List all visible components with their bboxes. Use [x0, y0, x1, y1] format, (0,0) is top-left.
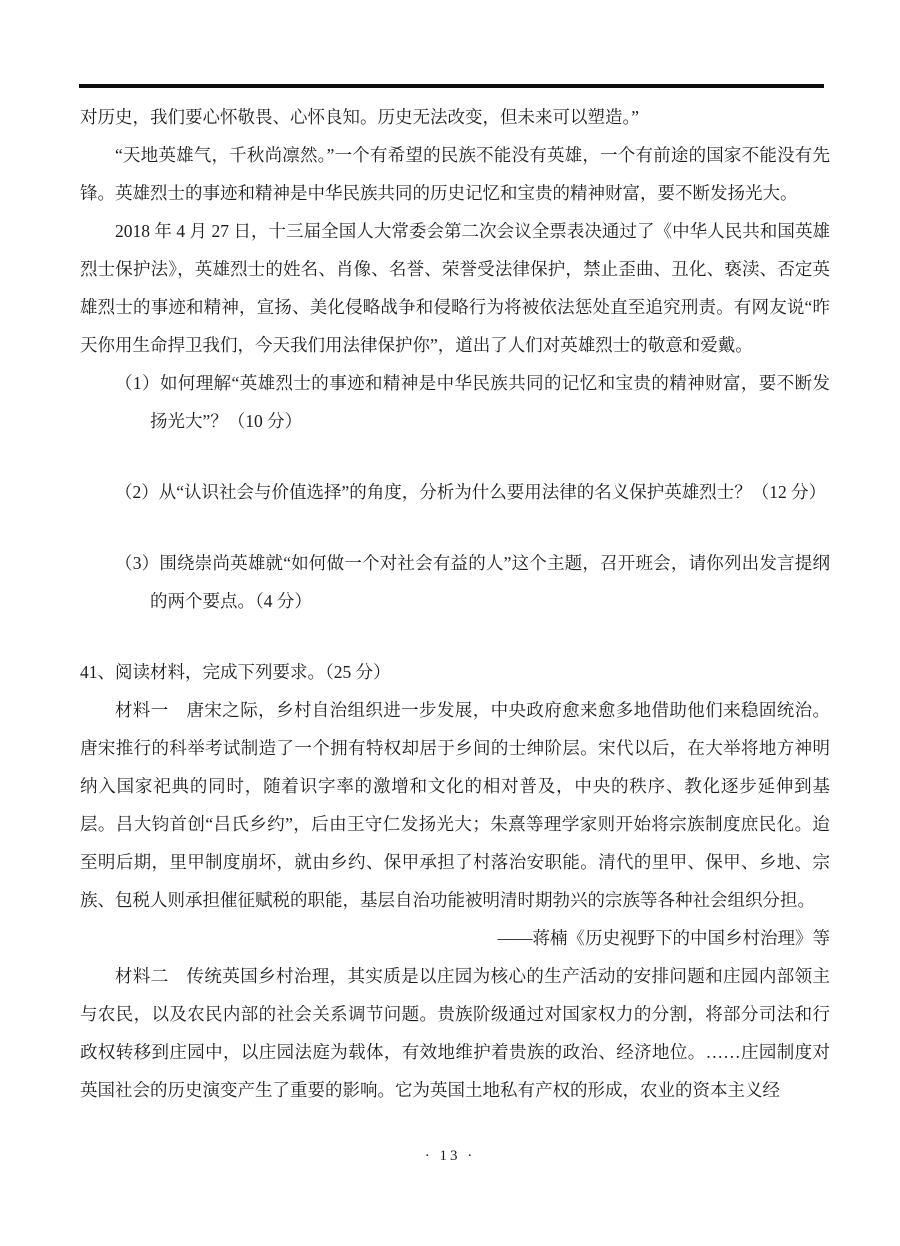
paragraph-hero-quote: “天地英雄气，千秋尚凛然。”一个有希望的民族不能没有英雄，一个有前途的国家不能没有先锋。英雄烈士的事迹和精神是中华民族共同的历史记忆和宝贵的精神财富，要不断发扬光大。 — [80, 145, 830, 203]
material-1-passage: 材料一 唐宋之际，乡村自治组织进一步发展，中央政府愈来愈多地借助他们来稳固统治。唐宋推行的科举考试制造了一个拥有特权却居于乡间的士绅阶层。宋代以后，在大举将地方神明纳入国家祀典的同时，随着识字率的激增和文化的相对普及，中央的秩序、教化逐步延伸到基层。吕大钧首创“吕氏乡约”，后由王守仁发扬光大；朱熹等理学家则开始将宗族制度庶民化。迨至明后期，里甲制度崩坏，就由乡约、保甲承担了村落治安职能。清代的里甲、保甲、乡地、宗族、包税人则承担催征赋税的职能，基层自治功能被明清时期勃兴的宗族等各种社会组织分担。 — [80, 700, 830, 910]
header-rule — [79, 84, 824, 88]
question-1: （1）如何理解“英雄烈士的事迹和精神是中华民族共同的记忆和宝贵的精神财富，要不断发扬光大”？（10 分） — [115, 373, 830, 431]
source-attribution: ——蒋楠《历史视野下的中国乡村治理》等 — [497, 928, 830, 948]
question-3: （3）围绕崇尚英雄就“如何做一个对社会有益的人”这个主题，召开班会，请你列出发言提纲的两个要点。（4 分） — [115, 553, 830, 611]
material-2-passage: 材料二 传统英国乡村治理，其实质是以庄园为核心的生产活动的安排问题和庄园内部领主与农民，以及农民内部的社会关系调节问题。贵族阶级通过对国家权力的分割，将部分司法和行政权转移到庄园中，以庄园法庭为载体，有效地维护着贵族的政治、经济地位。……庄园制度对英国社会的历史演变产生了重要的影响。它为英国土地私有产权的形成，农业的资本主义经 — [80, 966, 830, 1100]
question-41-heading: 41、阅读材料，完成下列要求。（25 分） — [80, 662, 391, 682]
paragraph-law-passage: 2018 年 4 月 27 日，十三届全国人大常委会第二次会议全票表决通过了《中华人民共和国英雄烈士保护法》，英雄烈士的姓名、肖像、名誉、荣誉受法律保护，禁止歪曲、丑化、亵渎、否定英雄烈士的事迹和精神，宣扬、美化侵略战争和侵略行为将被依法惩处直至追究刑责。有网友说“昨天你用生命捍卫我们，今天我们用法律保护你”，道出了人们对英雄烈士的敬意和爱戴。 — [80, 221, 830, 355]
question-2: （2）从“认识社会与价值选择”的角度，分析为什么要用法律的名义保护英雄烈士？（12 分） — [115, 482, 827, 502]
document-body — [80, 98, 830, 1109]
page-number: · 13 · — [424, 1148, 476, 1164]
paragraph-intro-fragment: 对历史，我们要心怀敬畏、心怀良知。历史无法改变，但未来可以塑造。” — [80, 107, 640, 127]
